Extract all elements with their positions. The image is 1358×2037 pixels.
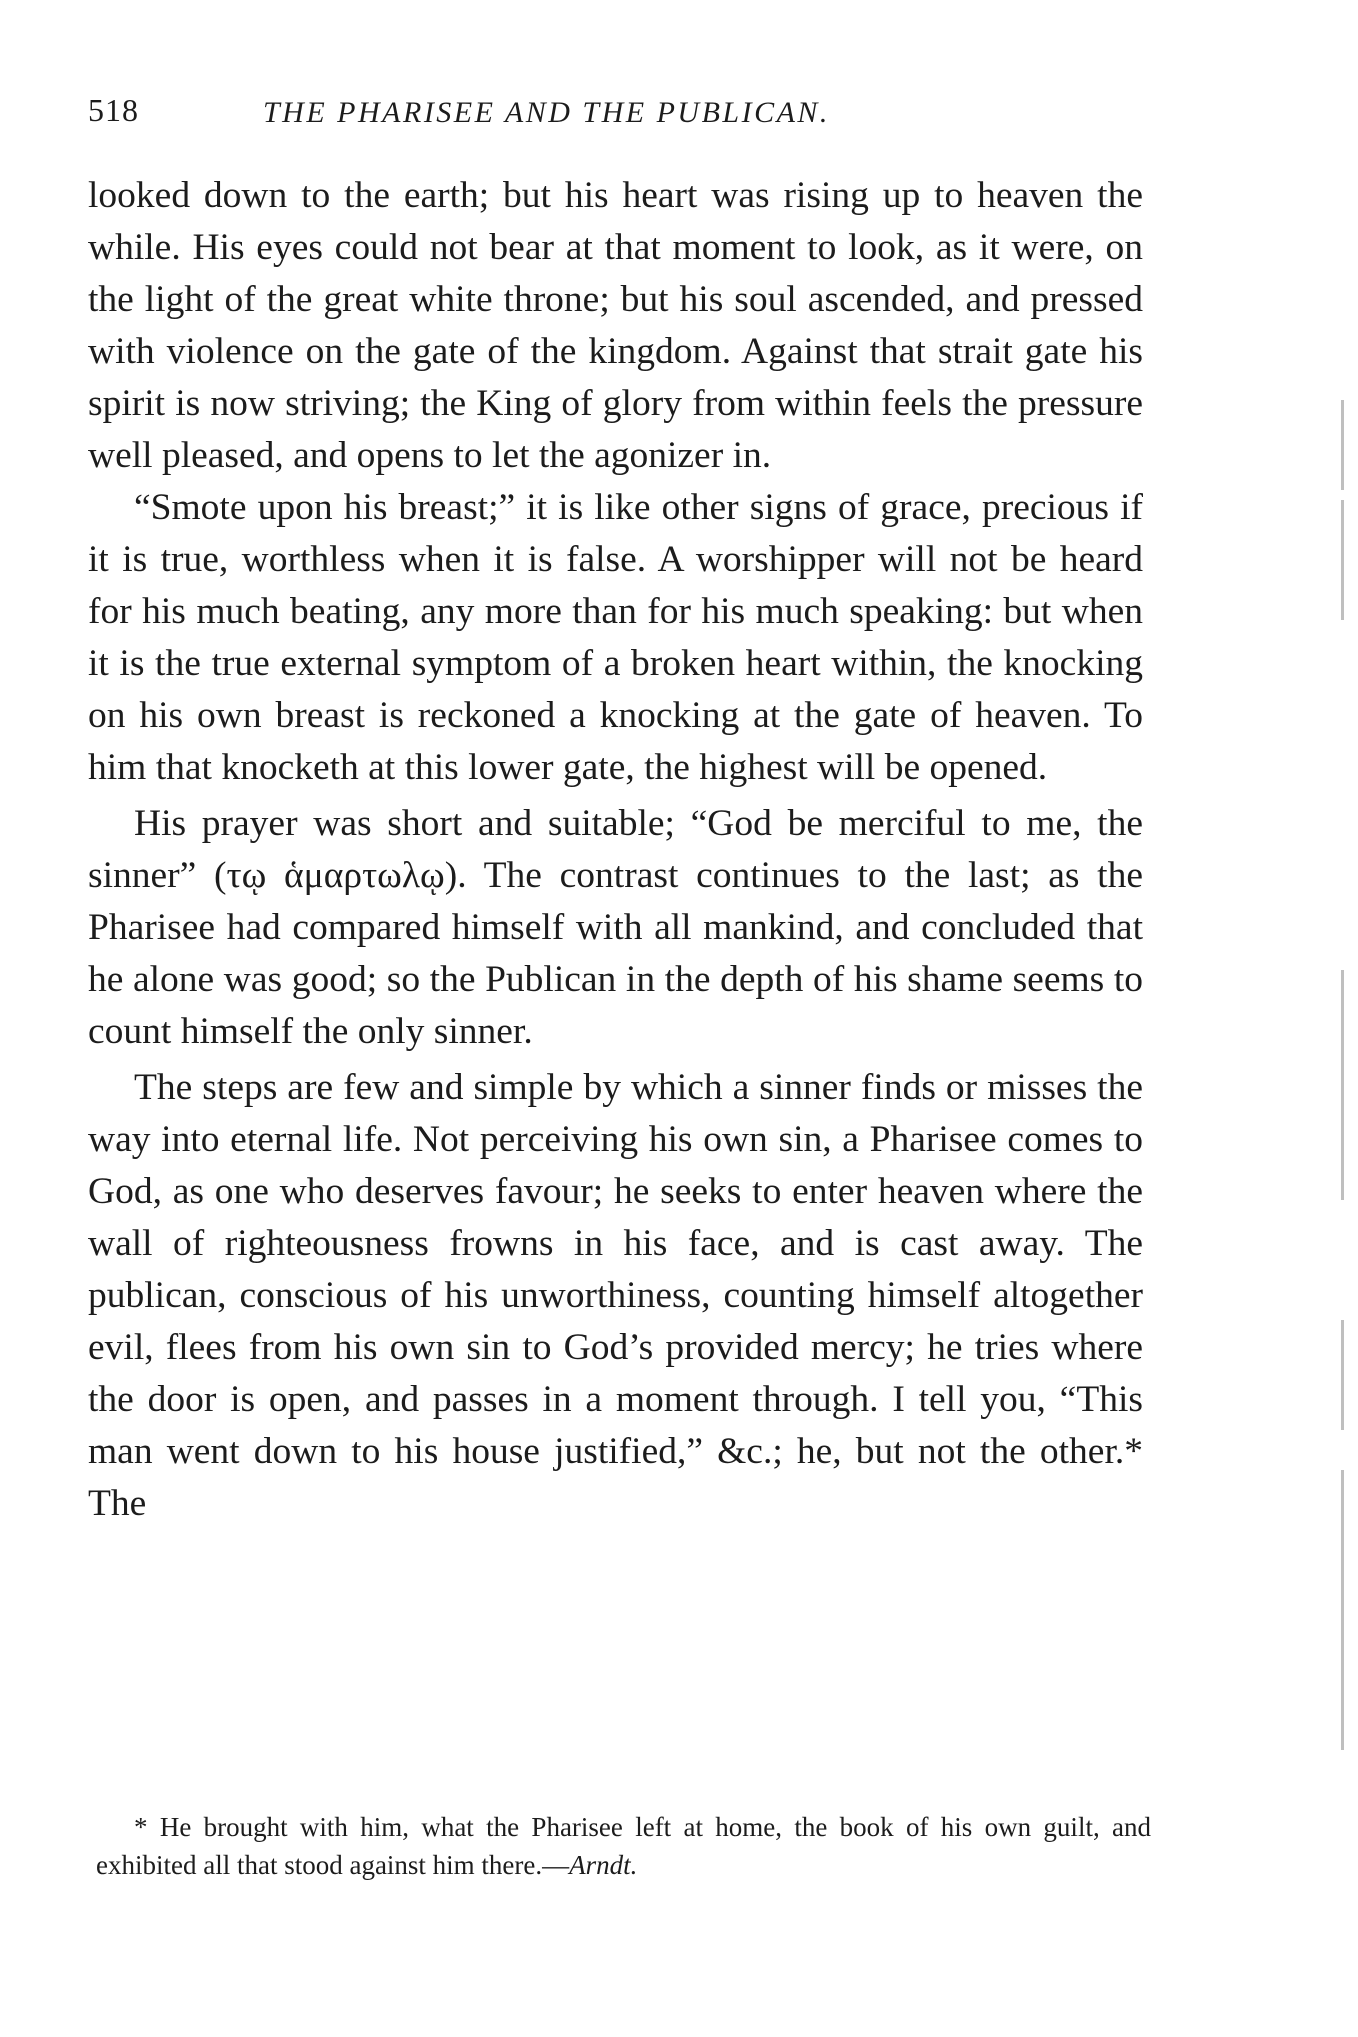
scan-edge-mark — [1341, 970, 1344, 1200]
paragraph-continued: looked down to the earth; but his heart was rising up to heaven the while. His eyes could not bear at that moment to look, as it were, on the light of the great white throne; but his soul ascended, and pressed with violence on the gate of the kingdom. Against that strait gate his spirit is now striving; the King of glory from within feels the pressure well pleased, and opens to let the agonizer in. — [88, 175, 1143, 476]
scan-edge-mark — [1341, 500, 1344, 620]
footnote-text: * He brought with him, what the Pharisee left at home, the book of his own guilt, and exhibited all that stood against him there.— — [96, 1812, 1151, 1880]
paragraph-smote: “Smote upon his breast;” it is like other signs of grace, precious if it is true, worthless when it is false. A worshipper will not be heard for his much beating, any more than for his much speaking: but when it is the true external symptom of a broken heart within, the knocking on his own breast is reckoned a knocking at the gate of heaven. To him that knocketh at this lower gate, the highest will be opened. — [88, 487, 1143, 788]
footnote — [96, 1808, 1151, 1884]
paragraph-steps: The steps are few and simple by which a sinner finds or misses the way into eternal life. Not perceiving his own sin, a Pharisee comes to God, as one who deserves favour; he seeks to enter heaven where the wall of righteousness frowns in his face, and is cast away. The publican, conscious of his unworthiness, counting himself altogether evil, flees from his own sin to God’s provided mercy; he tries where the door is open, and passes in a moment through. I tell you, “This man went down to his house justified,” &c.; he, but not the other.* The — [88, 1067, 1143, 1524]
page-header — [88, 92, 1168, 140]
scan-edge-mark — [1341, 1470, 1344, 1750]
body-text — [88, 170, 1143, 1530]
scan-edge-mark — [1341, 400, 1344, 490]
page-number: 518 — [88, 92, 139, 128]
scan-edge-mark — [1341, 1320, 1344, 1430]
running-title: THE PHARISEE AND THE PUBLICAN. — [263, 96, 830, 129]
paragraph-prayer: His prayer was short and suitable; “God be merciful to me, the sinner” (τῳ ἁμαρτωλῳ). The contrast continues to the last; as the Pharisee had compared himself with all mankind, and concluded that he alone was good; so the Publican in the depth of his shame seems to count himself the only sinner. — [88, 803, 1143, 1052]
footnote-author: Arndt. — [569, 1850, 638, 1880]
